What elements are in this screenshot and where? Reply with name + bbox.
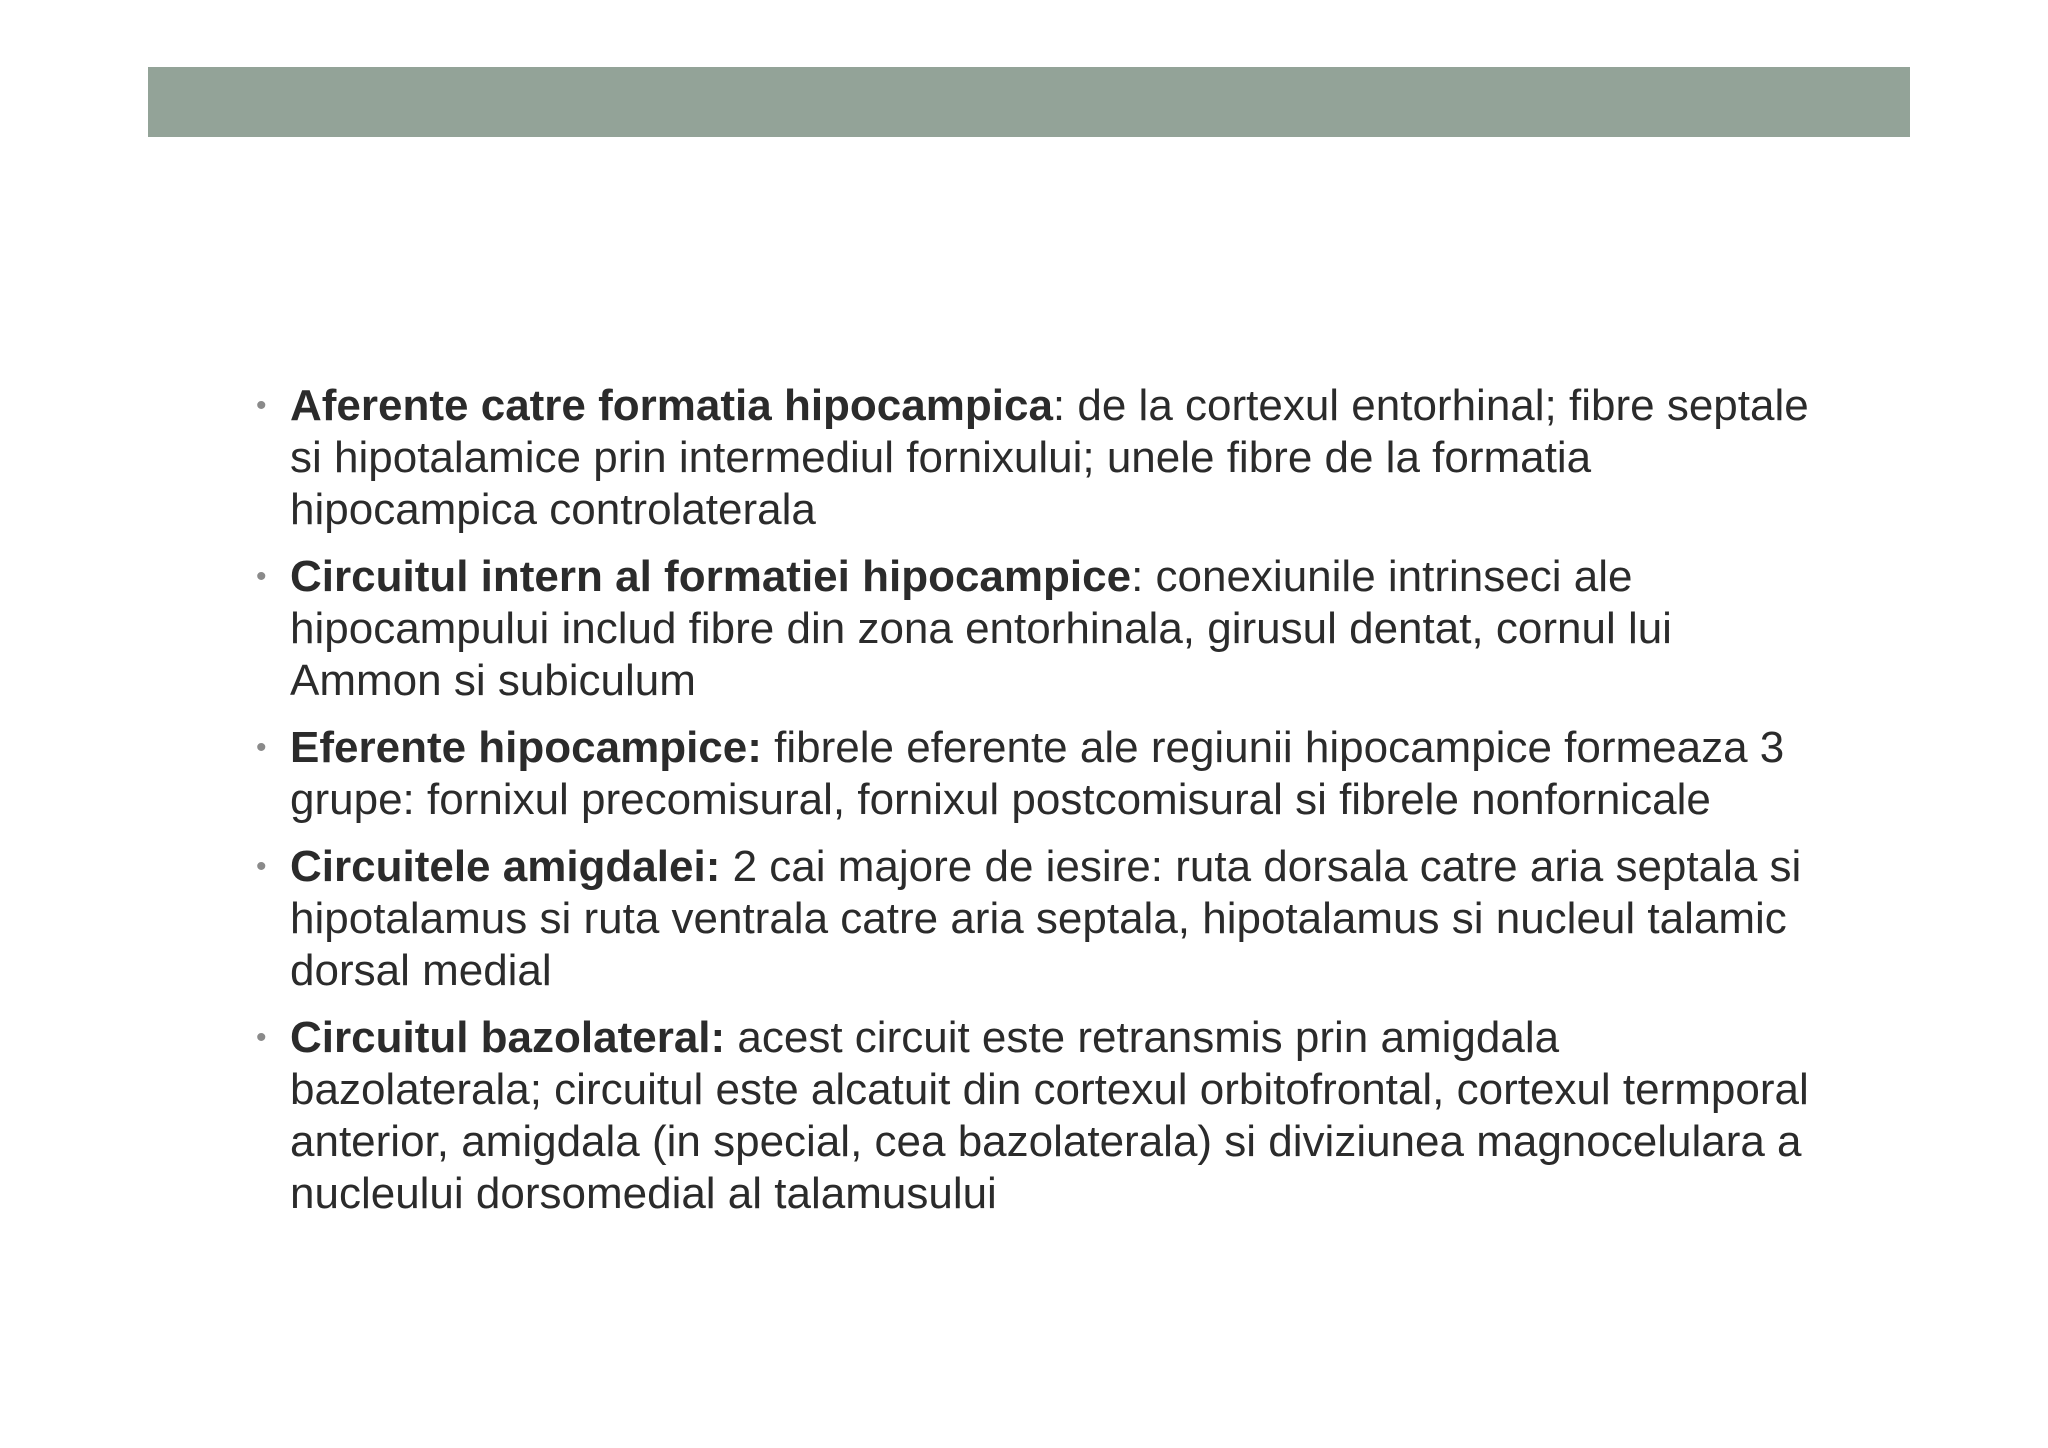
bullet-dot-icon: • (256, 560, 267, 593)
bullet-dot-icon: • (256, 1021, 267, 1054)
bullet-dot-icon: • (256, 731, 267, 764)
bullet-text: : conexiunile intrinseci ale hipocampului includ fibre din zona entorhinala, girusul dentat, cornul lui Ammon si subiculum (290, 552, 1672, 705)
bullet-item (256, 722, 1816, 826)
bullet-term: Aferente catre formatia hipocampica (290, 381, 1053, 430)
bullet-text: 2 cai majore de iesire: ruta dorsala catre aria septala si hipotalamus si ruta ventrala catre aria septala, hipotalamus si nucleul talamic dorsal medial (290, 842, 1802, 995)
bullet-text: fibrele eferente ale regiunii hipocampice formeaza 3 grupe: fornixul precomisural, fornixul postcomisural si fibrele nonfornicale (290, 723, 1785, 824)
bullet-dot-icon: • (256, 850, 267, 883)
title-bar (148, 67, 1910, 137)
bullet-term: Eferente hipocampice: (290, 723, 762, 772)
bullet-item (256, 551, 1816, 707)
bullet-term: Circuitul intern al formatiei hipocampice (290, 552, 1132, 601)
bullet-item (256, 380, 1816, 536)
bullet-item (256, 1012, 1816, 1220)
bullet-term: Circuitele amigdalei: (290, 842, 721, 891)
bullet-text: acest circuit este retransmis prin amigdala bazolaterala; circuitul este alcatuit din cortexul orbitofrontal, cortexul termporal anterior, amigdala (in special, cea bazolaterala) si diviziunea magnocelulara a nucleului dorsomedial al talamusului (290, 1013, 1809, 1218)
bullet-list (256, 380, 1816, 1235)
bullet-term: Circuitul bazolateral: (290, 1013, 726, 1062)
bullet-item (256, 841, 1816, 997)
bullet-text: : de la cortexul entorhinal; fibre septale si hipotalamice prin intermediul fornixului; unele fibre de la formatia hipocampica controlaterala (290, 381, 1809, 534)
bullet-dot-icon: • (256, 389, 267, 422)
